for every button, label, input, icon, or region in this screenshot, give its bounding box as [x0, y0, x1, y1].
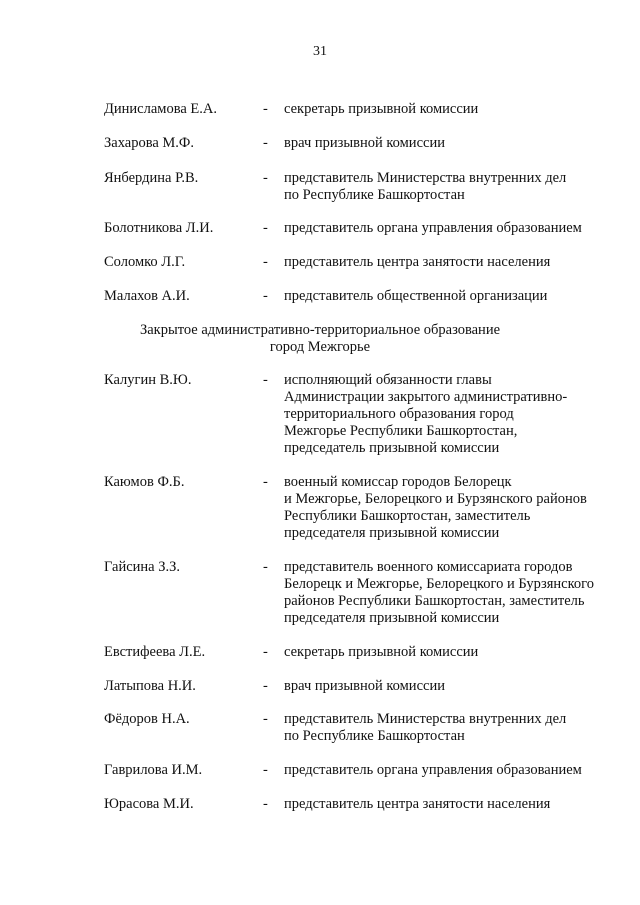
- member-name: Малахов А.И.: [104, 288, 190, 304]
- role-line: представитель центра занятости населения: [284, 254, 551, 270]
- dash-separator: -: [263, 254, 268, 270]
- role-line: исполняющий обязанности главы: [284, 372, 492, 388]
- dash-separator: -: [263, 559, 268, 575]
- role-line: представитель органа управления образованием: [284, 220, 582, 236]
- role-line: по Республике Башкортостан: [284, 728, 465, 744]
- role-line: по Республике Башкортостан: [284, 187, 465, 203]
- role-line: представитель центра занятости населения: [284, 796, 551, 812]
- section-heading-line: город Межгорье: [269, 339, 371, 355]
- role-line: представитель военного комиссариата городов: [284, 559, 573, 575]
- member-name: Фёдоров Н.А.: [104, 711, 190, 727]
- role-line: Республики Башкортостан, заместитель: [284, 508, 531, 524]
- member-name: Гаврилова И.М.: [104, 762, 203, 778]
- role-line: и Межгорье, Белорецкого и Бурзянского районов: [284, 491, 587, 507]
- role-line: представитель Министерства внутренних дел: [284, 711, 567, 727]
- dash-separator: -: [263, 220, 268, 236]
- member-role: [284, 559, 629, 627]
- dash-separator: -: [263, 678, 268, 694]
- member-role: [284, 474, 629, 542]
- member-name: Соломко Л.Г.: [104, 254, 186, 270]
- member-role: [284, 678, 629, 695]
- member-role: [284, 254, 629, 271]
- role-line: представитель общественной организации: [284, 288, 548, 304]
- role-line: секретарь призывной комиссии: [284, 101, 479, 117]
- role-line: председателя призывной комиссии: [284, 610, 500, 626]
- dash-separator: -: [263, 474, 268, 490]
- role-line: врач призывной комиссии: [284, 135, 445, 151]
- member-name: Евстифеева Л.Е.: [104, 644, 206, 660]
- role-line: врач призывной комиссии: [284, 678, 445, 694]
- member-role: [284, 135, 629, 152]
- member-role: [284, 711, 629, 745]
- member-role: [284, 288, 629, 305]
- role-line: секретарь призывной комиссии: [284, 644, 479, 660]
- dash-separator: -: [263, 288, 268, 304]
- member-role: [284, 644, 629, 661]
- dash-separator: -: [263, 135, 268, 151]
- section-heading: [0, 322, 640, 356]
- member-role: [284, 220, 629, 237]
- role-line: военный комиссар городов Белорецк: [284, 474, 512, 490]
- dash-separator: -: [263, 644, 268, 660]
- member-name: Захарова М.Ф.: [104, 135, 195, 151]
- role-line: Межгорье Республики Башкортостан,: [284, 423, 518, 439]
- section-heading-line: Закрытое административно-территориальное образование: [139, 322, 501, 338]
- role-line: председатель призывной комиссии: [284, 440, 500, 456]
- member-name: Юрасова М.И.: [104, 796, 194, 812]
- dash-separator: -: [263, 796, 268, 812]
- member-role: [284, 101, 629, 118]
- member-name: Калугин В.Ю.: [104, 372, 192, 388]
- member-name: Янбердина Р.В.: [104, 170, 199, 186]
- role-line: председателя призывной комиссии: [284, 525, 500, 541]
- member-role: [284, 372, 629, 457]
- role-line: Администрации закрытого административно-: [284, 389, 568, 405]
- dash-separator: -: [263, 372, 268, 388]
- role-line: районов Республики Башкортостан, заместитель: [284, 593, 585, 609]
- role-line: представитель Министерства внутренних дел: [284, 170, 567, 186]
- member-name: Гайсина З.З.: [104, 559, 181, 575]
- member-name: Каюмов Ф.Б.: [104, 474, 185, 490]
- page-number: 31: [313, 44, 327, 59]
- role-line: территориального образования город: [284, 406, 514, 422]
- member-name: Болотникова Л.И.: [104, 220, 214, 236]
- dash-separator: -: [263, 101, 268, 117]
- role-line: Белорецк и Межгорье, Белорецкого и Бурзянского: [284, 576, 595, 592]
- member-name: Динисламова Е.А.: [104, 101, 217, 117]
- member-role: [284, 170, 629, 204]
- member-role: [284, 762, 629, 779]
- role-line: представитель органа управления образованием: [284, 762, 582, 778]
- dash-separator: -: [263, 170, 268, 186]
- member-name: Латыпова Н.И.: [104, 678, 196, 694]
- dash-separator: -: [263, 762, 268, 778]
- member-role: [284, 796, 629, 813]
- dash-separator: -: [263, 711, 268, 727]
